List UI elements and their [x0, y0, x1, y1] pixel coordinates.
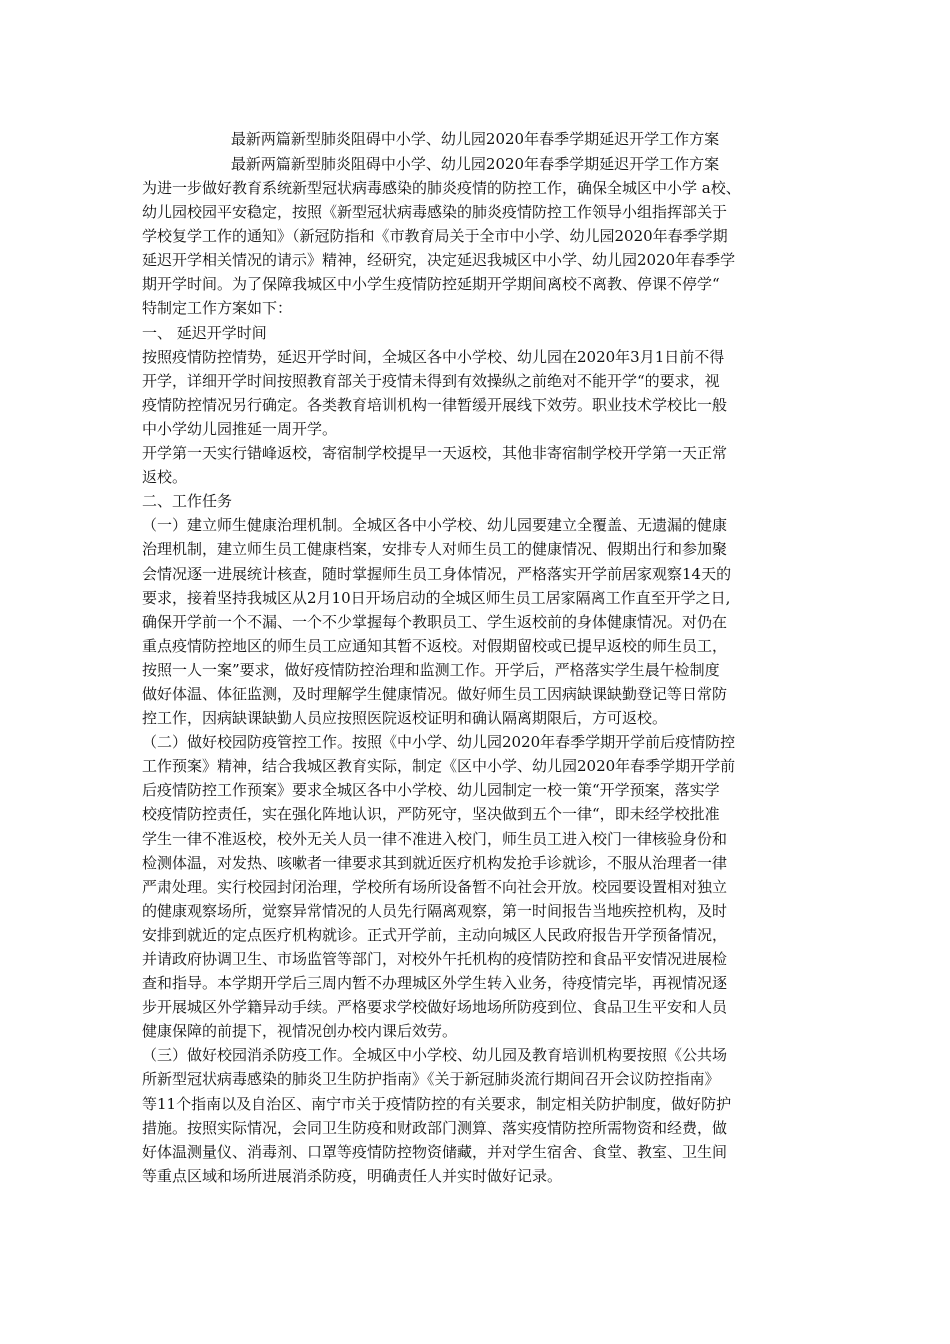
text-line: 特制定工作方案如下： — [142, 299, 293, 318]
text-line: 所新型冠状病毒感染的肺炎卫生防护指南》《关于新冠肺炎流行期间召开会议防控指南》 — [142, 1070, 720, 1089]
text-line: 返校。 — [142, 468, 188, 487]
text-line: 要求，接着坚持我城区从2月10日开场启动的全城区师生员工居家隔离工作直至开学之日, — [142, 588, 731, 607]
document-subtitle: 最新两篇新型肺炎阻碍中小学、幼儿园2020年春季学期延迟开学工作方案 — [230, 155, 720, 173]
text-line: 工作预案》精神，结合我城区教育实际，制定《区中小学、幼儿园2020年春季学期开学前 — [142, 757, 736, 776]
text-line: 严肃处理。实行校园封闭治理，学校所有场所设备暂不向社会开放。校园要设置相对独立 — [142, 877, 728, 896]
text-line: （三）做好校园消杀防疫工作。全城区中小学校、幼儿园及教育培训机构要按照《公共场 — [142, 1046, 728, 1065]
text-line: 好体温测量仪、消毒剂、口罩等疫情防控物资储藏，并对学生宿舍、食堂、教室、卫生间 — [142, 1142, 728, 1161]
text-line: 并请政府协调卫生、市场监管等部门，对校外午托机构的疫情防控和食品平安情况进展检 — [142, 950, 728, 968]
text-line: 疫情防控情况另行确定。各类教育培训机构一律暂缓开展线下效劳。职业技术学校比一般 — [142, 395, 728, 414]
text-line: （一）建立师生健康治理机制。全城区各中小学校、幼儿园要建立全覆盖、无遗漏的健康 — [142, 516, 728, 535]
text-line: 开学第一天实行错峰返校，寄宿制学校提早一天返校，其他非寄宿制学校开学第一天正常 — [142, 444, 728, 463]
text-line: 后疫情防控工作预案》要求全城区各中小学校、幼儿园制定一校一策“开学预案，落实学 — [142, 781, 720, 800]
text-line: 做好体温、体征监测，及时理解学生健康情况。做好师生员工因病缺课缺勤登记等日常防 — [142, 684, 728, 703]
text-line: 安排到就近的定点医疗机构就诊。正式开学前，主动向城区人民政府报告开学预备情况， — [142, 925, 728, 944]
text-line: 为进一步做好教育系统新型冠状病毒感染的肺炎疫情的防控工作，确保全城区中小学 a校、 — [142, 179, 741, 197]
text-line: 一、 延迟开学时间 — [142, 323, 267, 342]
document-body — [142, 176, 812, 1188]
text-line: 确保开学前一个不漏、一个不少掌握每个教职员工、学生返校前的身体健康情况。对仍在 — [142, 612, 728, 631]
document-title: 最新两篇新型肺炎阻碍中小学、幼儿园2020年春季学期延迟开学工作方案 — [230, 130, 720, 148]
text-line: 检测体温，对发热、咳嗽者一律要求其到就近医疗机构发抢手诊就诊，不服从治理者一律 — [142, 853, 728, 872]
text-line: （二）做好校园防疫管控工作。按照《中小学、幼儿园2020年春季学期开学前后疫情防控 — [142, 733, 736, 752]
text-line: 期开学时间。为了保障我城区中小学生疫情防控延期开学期间离校不离教、停课不停学“ — [142, 275, 720, 294]
text-line: 二、工作任务 — [142, 492, 233, 511]
text-line: 会情况逐一进展统计核查，随时掌握师生员工身体情况，严格落实开学前居家观察14天的 — [142, 564, 732, 583]
text-line: 按照一人一案”要求，做好疫情防控治理和监测工作。开学后，严格落实学生晨午检制度 — [142, 660, 720, 679]
text-line: 健康保障的前提下，视情况创办校内课后效劳。 — [142, 1022, 458, 1041]
text-line: 查和指导。本学期开学后三周内暂不办理城区外学生转入业务，待疫情完毕，再视情况逐 — [142, 974, 728, 993]
text-line: 控工作，因病缺课缺勤人员应按照医院返校证明和确认隔离期限后，方可返校。 — [142, 709, 668, 728]
text-line: 按照疫情防控情势，延迟开学时间，全城区各中小学校、幼儿园在2020年3月1日前不得 — [142, 347, 725, 366]
text-line: 幼儿园校园平安稳定，按照《新型冠状病毒感染的肺炎疫情防控工作领导小组指挥部关于 — [142, 203, 728, 222]
text-line: 学生一律不准返校，校外无关人员一律不准进入校门，师生员工进入校门一律核验身份和 — [142, 829, 728, 848]
text-line: 等重点区域和场所进展消杀防疫，明确责任人并实时做好记录。 — [142, 1166, 563, 1185]
text-line: 等11个指南以及自治区、南宁市关于疫情防控的有关要求，制定相关防护制度，做好防护 — [142, 1094, 732, 1113]
text-line: 学校复学工作的通知》（新冠防指和《市教育局关于全市中小学、幼儿园2020年春季学期 — [142, 227, 728, 246]
text-line: 校疫情防控责任，实在强化阵地认识，严防死守，坚决做到五个一律“，即未经学校批准 — [142, 805, 720, 824]
text-line: 步开展城区外学籍异动手续。严格要求学校做好场地场所防疫到位、食品卫生平安和人员 — [142, 998, 728, 1017]
text-line: 中小学幼儿园推延一周开学。 — [142, 419, 338, 438]
text-line: 开学，详细开学时间按照教育部关于疫情未得到有效操纵之前绝对不能开学“的要求，视 — [142, 371, 720, 390]
text-line: 重点疫情防控地区的师生员工应通知其暂不返校。对假期留校或已提早返校的师生员工， — [142, 636, 728, 655]
text-line: 的健康观察场所，觉察异常情况的人员先行隔离观察，第一时间报告当地疾控机构，及时 — [142, 901, 728, 920]
text-line: 延迟开学相关情况的请示》精神，经研究，决定延迟我城区中小学、幼儿园2020年春季学 — [142, 251, 736, 270]
text-line: 措施。按照实际情况，会同卫生防疫和财政部门测算、落实疫情防控所需物资和经费，做 — [142, 1118, 728, 1137]
text-line: 治理机制，建立师生员工健康档案，安排专人对师生员工的健康情况、假期出行和参加聚 — [142, 540, 728, 559]
